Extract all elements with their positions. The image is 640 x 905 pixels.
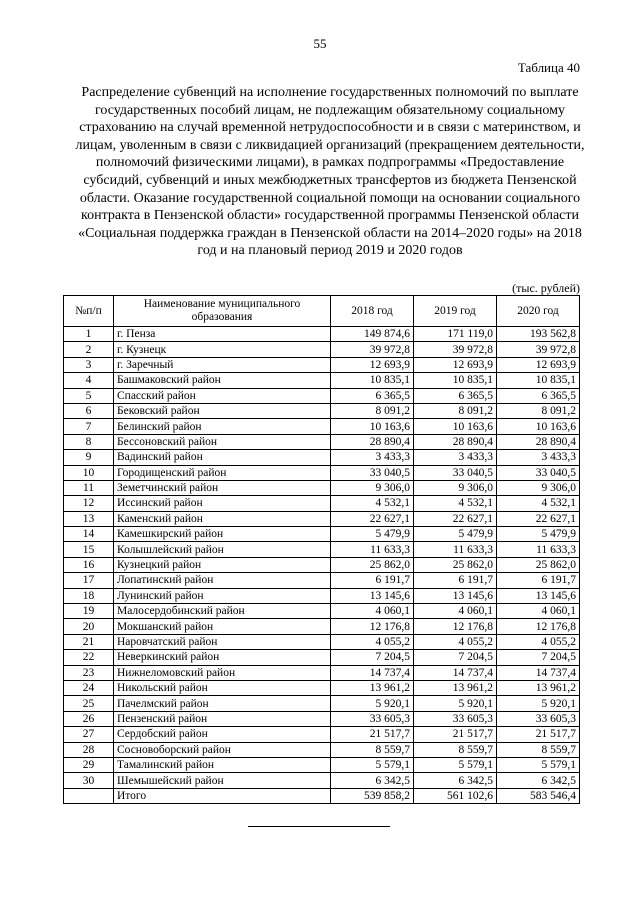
cell-2018: 4 532,1 — [331, 496, 414, 511]
cell-number: 1 — [64, 327, 114, 342]
header-municipality: Наименование муниципального образования — [114, 296, 331, 327]
table-row — [64, 634, 580, 649]
cell-2019: 14 737,4 — [414, 665, 497, 680]
cell-2018: 33 605,3 — [331, 711, 414, 726]
cell-2018: 10 163,6 — [331, 419, 414, 434]
cell-2018: 39 972,8 — [331, 342, 414, 357]
cell-2018: 22 627,1 — [331, 511, 414, 526]
cell-municipality: Лопатинский район — [114, 573, 331, 588]
total-2018: 539 858,2 — [331, 788, 414, 803]
cell-2019: 12 176,8 — [414, 619, 497, 634]
cell-2018: 4 055,2 — [331, 634, 414, 649]
cell-2019: 13 145,6 — [414, 588, 497, 603]
cell-2019: 171 119,0 — [414, 327, 497, 342]
cell-2019: 10 835,1 — [414, 373, 497, 388]
cell-2020: 6 191,7 — [497, 573, 580, 588]
units-label: (тыс. рублей) — [512, 281, 580, 295]
cell-2019: 8 559,7 — [414, 742, 497, 757]
cell-number: 9 — [64, 450, 114, 465]
cell-2018: 10 835,1 — [331, 373, 414, 388]
header-2020: 2020 год — [497, 296, 580, 327]
cell-municipality: Сердобский район — [114, 727, 331, 742]
cell-number: 26 — [64, 711, 114, 726]
table-row — [64, 496, 580, 511]
cell-number: 2 — [64, 342, 114, 357]
cell-2019: 8 091,2 — [414, 403, 497, 418]
table-row — [64, 604, 580, 619]
cell-2019: 9 306,0 — [414, 480, 497, 495]
cell-2019: 3 433,3 — [414, 450, 497, 465]
cell-municipality: Малосердобинский район — [114, 604, 331, 619]
cell-municipality: Мокшанский район — [114, 619, 331, 634]
table-body — [64, 327, 580, 804]
cell-number: 27 — [64, 727, 114, 742]
cell-number: 8 — [64, 434, 114, 449]
cell-number: 14 — [64, 527, 114, 542]
table-row — [64, 696, 580, 711]
table-row — [64, 588, 580, 603]
cell-municipality: Никольский район — [114, 680, 331, 695]
table-row — [64, 327, 580, 342]
cell-2019: 4 532,1 — [414, 496, 497, 511]
cell-2018: 12 693,9 — [331, 357, 414, 372]
cell-2019: 7 204,5 — [414, 650, 497, 665]
cell-2019: 12 693,9 — [414, 357, 497, 372]
table-row — [64, 373, 580, 388]
cell-municipality: Пензенский район — [114, 711, 331, 726]
cell-2020: 12 176,8 — [497, 619, 580, 634]
cell-2018: 4 060,1 — [331, 604, 414, 619]
cell-number: 11 — [64, 480, 114, 495]
table-row — [64, 680, 580, 695]
header-2019: 2019 год — [414, 296, 497, 327]
cell-2019: 10 163,6 — [414, 419, 497, 434]
cell-municipality: Пачелмский район — [114, 696, 331, 711]
cell-municipality: Кузнецкий район — [114, 557, 331, 572]
cell-2018: 3 433,3 — [331, 450, 414, 465]
cell-2019: 4 060,1 — [414, 604, 497, 619]
cell-number: 15 — [64, 542, 114, 557]
cell-municipality: Вадинский район — [114, 450, 331, 465]
table-row — [64, 542, 580, 557]
cell-2018: 33 040,5 — [331, 465, 414, 480]
table-row — [64, 573, 580, 588]
cell-2020: 21 517,7 — [497, 727, 580, 742]
cell-2020: 11 633,3 — [497, 542, 580, 557]
cell-2020: 33 605,3 — [497, 711, 580, 726]
table-row — [64, 665, 580, 680]
subventions-table — [63, 295, 580, 804]
cell-number: 20 — [64, 619, 114, 634]
cell-2019: 5 479,9 — [414, 527, 497, 542]
cell-2020: 12 693,9 — [497, 357, 580, 372]
cell-municipality: Бессоновский район — [114, 434, 331, 449]
table-row — [64, 388, 580, 403]
cell-municipality: Лунинский район — [114, 588, 331, 603]
cell-2020: 5 920,1 — [497, 696, 580, 711]
cell-2020: 9 306,0 — [497, 480, 580, 495]
cell-2019: 39 972,8 — [414, 342, 497, 357]
cell-municipality: Неверкинский район — [114, 650, 331, 665]
table-row — [64, 465, 580, 480]
cell-2018: 11 633,3 — [331, 542, 414, 557]
cell-number: 13 — [64, 511, 114, 526]
cell-number: 10 — [64, 465, 114, 480]
cell-2018: 7 204,5 — [331, 650, 414, 665]
cell-2020: 14 737,4 — [497, 665, 580, 680]
table-row — [64, 757, 580, 772]
cell-2019: 5 920,1 — [414, 696, 497, 711]
table-row — [64, 527, 580, 542]
cell-2020: 7 204,5 — [497, 650, 580, 665]
table-row — [64, 419, 580, 434]
cell-number: 16 — [64, 557, 114, 572]
cell-2019: 25 862,0 — [414, 557, 497, 572]
table-row — [64, 619, 580, 634]
cell-2020: 8 559,7 — [497, 742, 580, 757]
cell-2020: 33 040,5 — [497, 465, 580, 480]
table-row — [64, 773, 580, 788]
table-row — [64, 727, 580, 742]
cell-2018: 14 737,4 — [331, 665, 414, 680]
cell-municipality: Иссинский район — [114, 496, 331, 511]
cell-number: 24 — [64, 680, 114, 695]
table-header-row — [64, 296, 580, 327]
cell-2020: 8 091,2 — [497, 403, 580, 418]
cell-municipality: г. Заречный — [114, 357, 331, 372]
table-row — [64, 434, 580, 449]
cell-2020: 10 163,6 — [497, 419, 580, 434]
table-row — [64, 450, 580, 465]
cell-2018: 6 365,5 — [331, 388, 414, 403]
cell-2020: 4 532,1 — [497, 496, 580, 511]
cell-2018: 13 145,6 — [331, 588, 414, 603]
cell-2019: 33 040,5 — [414, 465, 497, 480]
cell-2019: 6 342,5 — [414, 773, 497, 788]
cell-2018: 5 920,1 — [331, 696, 414, 711]
cell-number: 29 — [64, 757, 114, 772]
cell-2019: 6 191,7 — [414, 573, 497, 588]
table-total-row — [64, 788, 580, 803]
cell-number: 23 — [64, 665, 114, 680]
cell-2018: 8 091,2 — [331, 403, 414, 418]
cell-2019: 6 365,5 — [414, 388, 497, 403]
cell-2020: 22 627,1 — [497, 511, 580, 526]
cell-2020: 6 342,5 — [497, 773, 580, 788]
table-row — [64, 742, 580, 757]
table-row — [64, 403, 580, 418]
cell-2020: 3 433,3 — [497, 450, 580, 465]
cell-2020: 39 972,8 — [497, 342, 580, 357]
cell-2020: 6 365,5 — [497, 388, 580, 403]
cell-2018: 6 342,5 — [331, 773, 414, 788]
table-row — [64, 342, 580, 357]
cell-2018: 13 961,2 — [331, 680, 414, 695]
cell-2020: 4 060,1 — [497, 604, 580, 619]
table-label: Таблица 40 — [517, 60, 580, 75]
cell-2020: 10 835,1 — [497, 373, 580, 388]
cell-number: 6 — [64, 403, 114, 418]
cell-municipality: г. Кузнецк — [114, 342, 331, 357]
cell-municipality: Белинский район — [114, 419, 331, 434]
cell-2018: 12 176,8 — [331, 619, 414, 634]
cell-municipality: Сосновоборский район — [114, 742, 331, 757]
cell-number: 4 — [64, 373, 114, 388]
cell-municipality: г. Пенза — [114, 327, 331, 342]
table-row — [64, 557, 580, 572]
cell-municipality: Каменский район — [114, 511, 331, 526]
cell-number: 25 — [64, 696, 114, 711]
cell-2018: 25 862,0 — [331, 557, 414, 572]
total-number — [64, 788, 114, 803]
total-label: Итого — [114, 788, 331, 803]
cell-2019: 5 579,1 — [414, 757, 497, 772]
cell-2019: 11 633,3 — [414, 542, 497, 557]
cell-number: 22 — [64, 650, 114, 665]
cell-2018: 5 579,1 — [331, 757, 414, 772]
table-row — [64, 711, 580, 726]
cell-municipality: Спасский район — [114, 388, 331, 403]
cell-2020: 4 055,2 — [497, 634, 580, 649]
cell-2019: 4 055,2 — [414, 634, 497, 649]
cell-municipality: Земетчинский район — [114, 480, 331, 495]
table-row — [64, 650, 580, 665]
cell-municipality: Городищенский район — [114, 465, 331, 480]
cell-municipality: Шемышейский район — [114, 773, 331, 788]
cell-2018: 9 306,0 — [331, 480, 414, 495]
cell-2018: 6 191,7 — [331, 573, 414, 588]
cell-2019: 21 517,7 — [414, 727, 497, 742]
cell-2020: 13 961,2 — [497, 680, 580, 695]
cell-number: 3 — [64, 357, 114, 372]
cell-municipality: Наровчатский район — [114, 634, 331, 649]
cell-number: 7 — [64, 419, 114, 434]
header-2018: 2018 год — [331, 296, 414, 327]
cell-municipality: Камешкирский район — [114, 527, 331, 542]
total-2019: 561 102,6 — [414, 788, 497, 803]
cell-number: 17 — [64, 573, 114, 588]
cell-2020: 25 862,0 — [497, 557, 580, 572]
cell-number: 18 — [64, 588, 114, 603]
cell-number: 5 — [64, 388, 114, 403]
cell-2020: 5 479,9 — [497, 527, 580, 542]
cell-2019: 28 890,4 — [414, 434, 497, 449]
cell-number: 19 — [64, 604, 114, 619]
document-title: Распределение субвенций на исполнение государственных полномочий по выплате государственных пособий лицам, не подлежащим обязательному социальному страхованию на случай временной нетрудоспособности и в связи с материнством, и лицам, уволенным в связи с ликвидацией организаций (прекращением деятельности, полномочий физическими лицами), в рамках подпрограммы «Предоставление субсидий, субвенций и иных межбюджетных трансфертов из бюджета Пензенской области. Оказание государственной социальной помощи на основании социального контракта в Пензенской области» государственной программы Пензенской области «Социальная поддержка граждан в Пензенской области на 2014–2020 годы» на 2018 год и на плановый период 2019 и 2020 годов — [75, 85, 585, 259]
cell-2020: 28 890,4 — [497, 434, 580, 449]
cell-number: 28 — [64, 742, 114, 757]
page-number: 55 — [313, 36, 327, 51]
cell-2019: 13 961,2 — [414, 680, 497, 695]
cell-municipality: Колышлейский район — [114, 542, 331, 557]
cell-2018: 8 559,7 — [331, 742, 414, 757]
footer-rule — [248, 826, 390, 827]
cell-2018: 21 517,7 — [331, 727, 414, 742]
cell-municipality: Тамалинский район — [114, 757, 331, 772]
table-row — [64, 480, 580, 495]
cell-municipality: Бековский район — [114, 403, 331, 418]
table-row — [64, 511, 580, 526]
cell-2019: 33 605,3 — [414, 711, 497, 726]
cell-2020: 5 579,1 — [497, 757, 580, 772]
header-number: №п/п — [64, 296, 114, 327]
cell-number: 12 — [64, 496, 114, 511]
cell-number: 30 — [64, 773, 114, 788]
cell-2019: 22 627,1 — [414, 511, 497, 526]
cell-2018: 5 479,9 — [331, 527, 414, 542]
total-2020: 583 546,4 — [497, 788, 580, 803]
cell-2020: 13 145,6 — [497, 588, 580, 603]
cell-2018: 149 874,6 — [331, 327, 414, 342]
table-row — [64, 357, 580, 372]
cell-municipality: Башмаковский район — [114, 373, 331, 388]
cell-municipality: Нижнеломовский район — [114, 665, 331, 680]
cell-2020: 193 562,8 — [497, 327, 580, 342]
cell-number: 21 — [64, 634, 114, 649]
cell-2018: 28 890,4 — [331, 434, 414, 449]
